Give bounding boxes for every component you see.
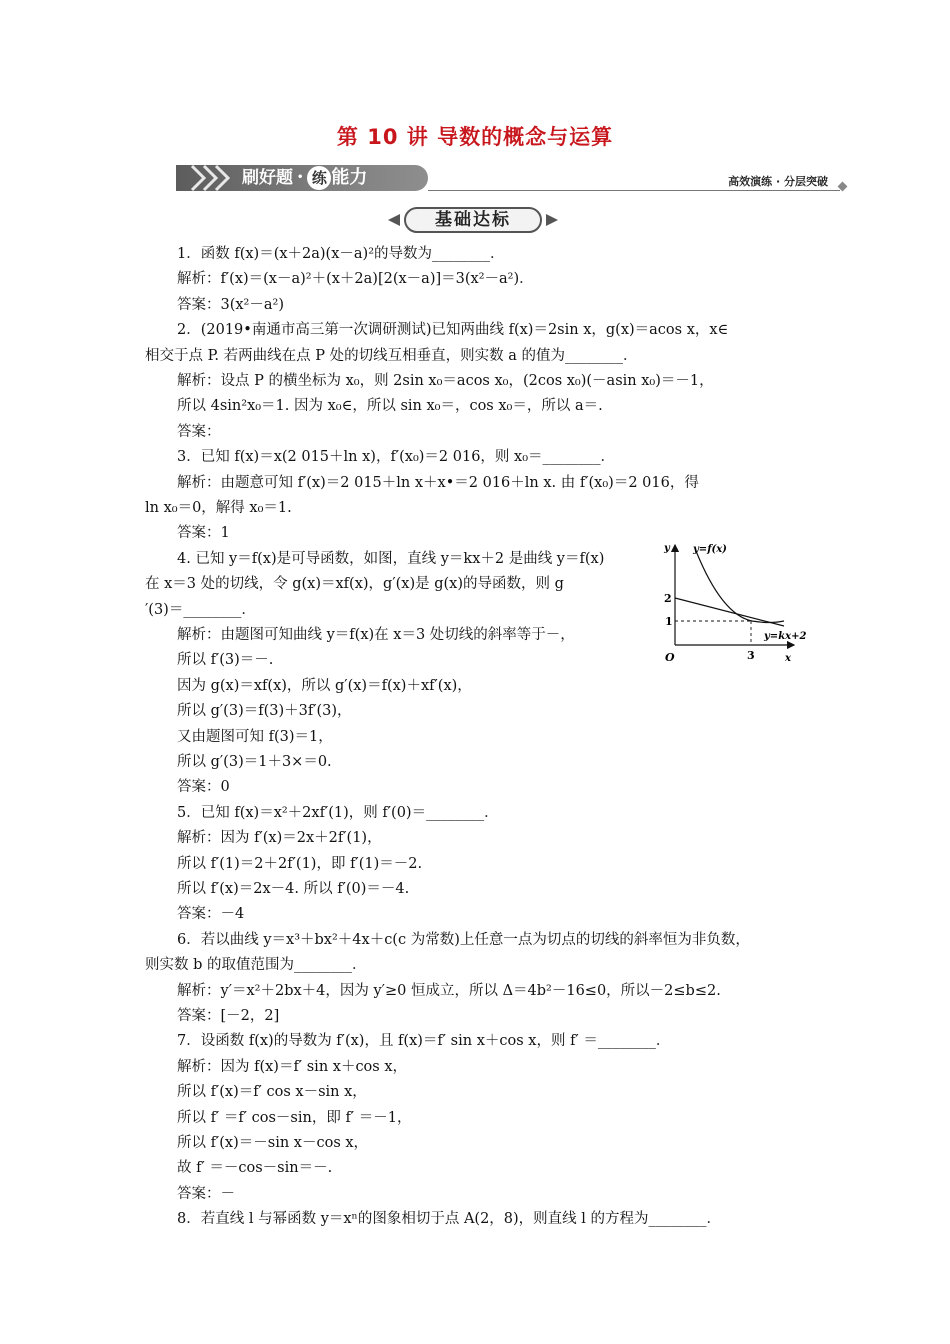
text-line: 则实数 b 的取值范围为________． xyxy=(145,957,367,974)
banner-right-text: 高效演练 · 分层突破 xyxy=(728,175,828,188)
section-heading-text: 基础达标 xyxy=(435,210,511,230)
text-line: 答案：1 xyxy=(177,525,230,542)
line-label: y=kx+2 xyxy=(764,631,807,642)
text-line: 答案： xyxy=(177,423,221,440)
text-line: 解析：因为 f(x)＝f′ sin x＋cos x， xyxy=(177,1058,408,1075)
text-line: 1．函数 f(x)＝(x＋2a)(x－a)²的导数为________． xyxy=(177,246,505,262)
triangle-left-icon xyxy=(388,214,400,226)
text-line: 所以 4sin²x₀＝1. 因为 x₀∈，所以 sin x₀＝，cos x₀＝，所以 a＝. xyxy=(177,398,603,415)
text-line: 解析：由题图可知曲线 y＝f(x)在 x＝3 处切线的斜率等于－， xyxy=(177,627,575,643)
tick-2-label: 2 xyxy=(664,592,672,605)
section-heading xyxy=(384,206,562,236)
text-line: 4. 已知 y＝f(x)是可导函数，如图，直线 y＝kx＋2 是曲线 y＝f(x) xyxy=(177,550,605,567)
origin-label: O xyxy=(665,651,675,664)
triangle-right-icon xyxy=(546,214,558,226)
page-title: 第 10 讲 导数的概念与运算 xyxy=(336,125,614,149)
banner-text xyxy=(242,165,367,191)
text-line: ln x₀＝0，解得 x₀＝1. xyxy=(145,500,292,516)
x-axis-label: x xyxy=(785,653,791,664)
banner-dot: • xyxy=(297,172,304,183)
text-line: 8．若直线 l 与幂函数 y＝xⁿ的图象相切于点 A(2，8)，则直线 l 的方程为________． xyxy=(177,1211,722,1228)
text-line: 答案：[－2，2] xyxy=(177,1008,280,1024)
text-line: 因为 g(x)＝xf(x)，所以 g′(x)＝f(x)＋xf′(x)， xyxy=(177,677,472,694)
tangent-figure xyxy=(660,537,812,665)
text-line: 相交于点 P. 若两曲线在点 P 处的切线互相垂直，则实数 a 的值为________． xyxy=(145,347,638,364)
text-line: 7．设函数 f(x)的导数为 f′(x)，且 f(x)＝f′ sin x＋cos x，则 f′ ＝________． xyxy=(177,1033,671,1050)
y-axis-label: y xyxy=(664,543,670,554)
curve-f xyxy=(696,551,784,623)
text-line: 所以 g′(3)＝1＋3×＝0. xyxy=(177,754,332,770)
text-line: 所以 f′(3)＝－. xyxy=(177,652,274,669)
text-line: 所以 f′ ＝f′ cos－sin，即 f′ ＝－1， xyxy=(177,1109,412,1126)
text-line: 所以 f′(x)＝2x－4. 所以 f′(0)＝－4. xyxy=(177,881,410,897)
banner-part2: 能力 xyxy=(331,167,368,188)
text-line: 所以 f′(x)＝f′ cos x－sin x， xyxy=(177,1084,367,1101)
chevron-right-icon xyxy=(188,163,236,193)
text-line: 所以 f′(x)＝－sin x－cos x， xyxy=(177,1135,369,1151)
section-banner xyxy=(176,161,848,197)
banner-part1: 刷好题 xyxy=(242,168,293,188)
text-line: 所以 f′(1)＝2＋2f′(1)，即 f′(1)＝－2. xyxy=(177,855,423,872)
text-line: 答案：3(x²－a²) xyxy=(177,296,284,313)
text-line: 答案：－ xyxy=(177,1185,235,1202)
text-line: 解析：y′＝x²＋2bx＋4，因为 y′≥0 恒成立，所以 Δ＝4b²－16≤0，所以－2≤b≤2. xyxy=(177,982,721,999)
tick-3-label: 3 xyxy=(747,649,755,662)
text-line: 解析：由题意可知 f′(x)＝2 015＋ln x＋x•＝2 016＋ln x. 由 f′(x₀)＝2 016，得 xyxy=(177,474,699,491)
text-line: 在 x＝3 处的切线，令 g(x)＝xf(x)，g′(x)是 g(x)的导函数，则 g xyxy=(145,576,564,593)
text-line: 5．已知 f(x)＝x²＋2xf′(1)，则 f′(0)＝________． xyxy=(177,804,499,821)
text-line: 3．已知 f(x)＝x(2 015＋ln x)，f′(x₀)＝2 016，则 x₀＝________． xyxy=(177,449,616,466)
text-line: 答案：0 xyxy=(177,779,230,796)
tick-1-label: 1 xyxy=(665,615,673,628)
tangent-line xyxy=(675,598,784,626)
text-line: 又由题图可知 f(3)＝1， xyxy=(177,728,333,745)
text-line: 解析：f′(x)＝(x－a)²＋(x＋2a)[2(x－a)]＝3(x²－a²)． xyxy=(177,271,534,288)
text-line: 故 f′ ＝－cos－sin＝－. xyxy=(177,1160,333,1177)
text-line: ′(3)＝________． xyxy=(145,601,256,618)
curve-label: y=f(x) xyxy=(693,544,727,555)
banner-circled-char: 练 xyxy=(307,166,331,190)
text-line: 解析：因为 f′(x)＝2x＋2f′(1)， xyxy=(177,830,382,847)
text-line: 所以 g′(3)＝f(3)＋3f′(3)， xyxy=(177,703,352,720)
text-line: 2．(2019•南通市高三第一次调研测试)已知两曲线 f(x)＝2sin x，g(x)＝acos x，x∈ xyxy=(177,322,729,339)
banner-rule xyxy=(428,190,840,191)
text-line: 解析：设点 P 的横坐标为 x₀，则 2sin x₀＝acos x₀，(2cos x₀)(－asin x₀)＝－1， xyxy=(177,373,714,389)
text-line: 6．若以曲线 y＝x³＋bx²＋4x＋c(c 为常数)上任意一点为切点的切线的斜率恒为非负数， xyxy=(177,931,750,948)
text-line: 答案：－4 xyxy=(177,906,245,923)
